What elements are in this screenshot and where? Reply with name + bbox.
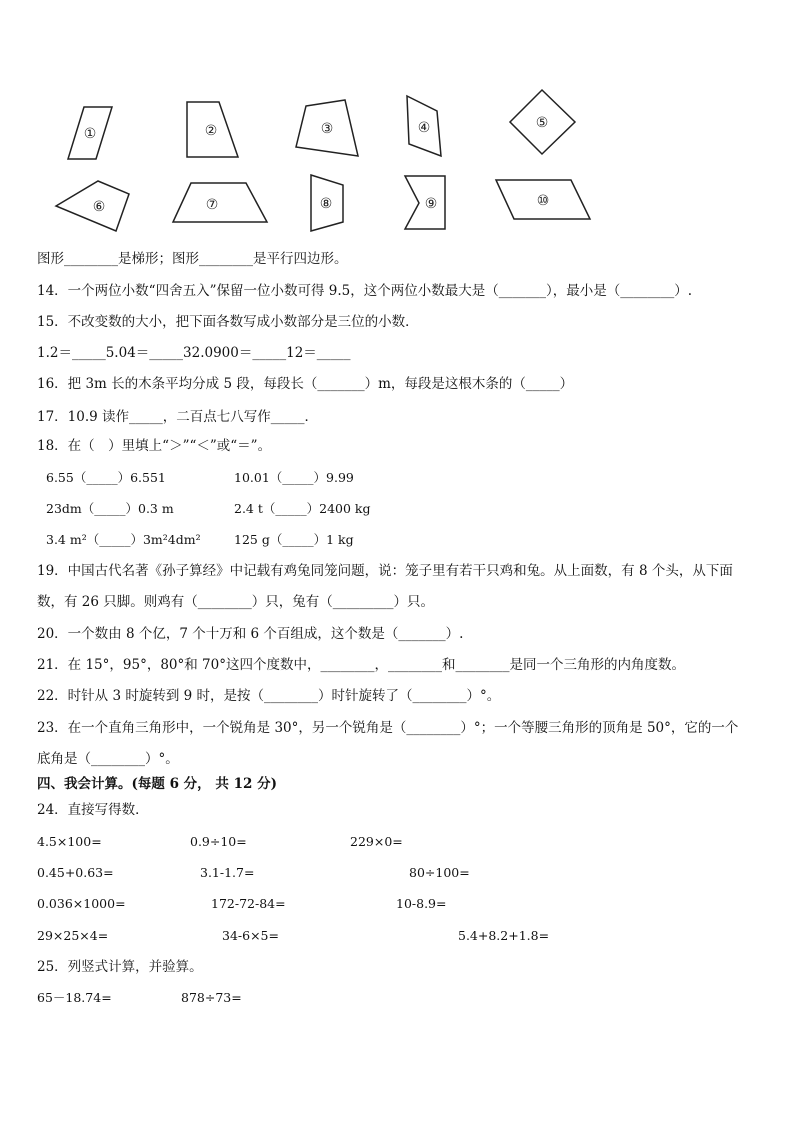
question-15: 15．不改变数的大小，把下面各数写成小数部分是三位的小数．	[37, 314, 419, 330]
section-4-title: 四、我会计算。(每题 6 分， 共 12 分)	[37, 776, 277, 792]
calc-item: 3.1-1.7=	[200, 865, 255, 880]
compare-item: 125 g（_____）1 kg	[234, 532, 354, 547]
shape-label: ⑨	[424, 196, 438, 212]
shape-label: ④	[417, 120, 431, 136]
shape-label: ③	[320, 121, 334, 137]
vertical-calc-item: 878÷73=	[181, 990, 242, 1005]
compare-item: 10.01（_____）9.99	[234, 470, 354, 485]
calc-item: 10-8.9=	[396, 896, 447, 911]
vertical-calc-item: 65－18.74=	[37, 990, 112, 1005]
shape-label: ②	[204, 123, 218, 139]
calc-item: 229×0=	[350, 834, 403, 849]
calc-item: 0.036×1000=	[37, 896, 126, 911]
question-19-cont: 数，有 26 只脚。则鸡有（________）只，兔有（_________）只。	[37, 594, 435, 610]
calc-item: 172-72-84=	[211, 896, 286, 911]
question-25: 25．列竖式计算，并验算。	[37, 959, 203, 975]
q13-answer-line: 图形________是梯形；图形________是平行四边形。	[37, 251, 348, 267]
question-19: 19．中国古代名著《孙子算经》中记载有鸡兔同笼问题，说：笼子里有若干只鸡和兔。从上面数，有 8 个头，从下面	[37, 563, 733, 579]
question-15-items: 1.2＝_____5.04＝_____32.0900＝_____12＝_____	[37, 345, 351, 361]
question-23: 23．在一个直角三角形中，一个锐角是 30°，另一个锐角是（________）°；一个等腰三角形的顶角是 50°，它的一个	[37, 720, 739, 736]
shapes-figure	[0, 0, 794, 240]
shape-label: ⑤	[535, 115, 549, 131]
calc-item: 29×25×4=	[37, 928, 109, 943]
compare-item: 2.4 t（_____）2400 kg	[234, 501, 371, 516]
calc-item: 4.5×100=	[37, 834, 102, 849]
shape-label: ⑥	[92, 199, 106, 215]
compare-item: 3.4 m²（_____）3m²4dm²	[46, 532, 201, 547]
calc-item: 0.45+0.63=	[37, 865, 114, 880]
calc-item: 80÷100=	[409, 865, 470, 880]
question-18: 18．在（ ）里填上“＞”“＜”或“＝”。	[37, 438, 272, 454]
shape-label: ⑦	[205, 197, 219, 213]
shape-7	[173, 183, 267, 222]
question-22: 22．时针从 3 时旋转到 9 时，是按（________）时针旋转了（________）°。	[37, 688, 501, 704]
shape-label: ⑧	[319, 196, 333, 212]
question-21: 21．在 15°，95°，80°和 70°这四个度数中，________，________和________是同一个三角形的内角度数。	[37, 657, 685, 673]
question-14: 14．一个两位小数“四舍五入”保留一位小数可得 9.5，这个两位小数最大是（_______），最小是（________）.	[37, 283, 693, 299]
question-23-cont: 底角是（________）°。	[37, 751, 179, 767]
question-24: 24．直接写得数．	[37, 802, 149, 818]
question-17: 17．10.9 读作_____，二百点七八写作_____．	[37, 409, 319, 425]
compare-item: 6.55（_____）6.551	[46, 470, 166, 485]
calc-item: 0.9÷10=	[190, 834, 247, 849]
shape-label: ⑩	[536, 193, 550, 209]
question-16: 16．把 3m 长的木条平均分成 5 段，每段长（_______）m，每段是这根木条的（_____）	[37, 376, 574, 392]
compare-item: 23dm（_____）0.3 m	[46, 501, 174, 516]
question-20: 20．一个数由 8 个亿，7 个十万和 6 个百组成，这个数是（_______）.	[37, 626, 464, 642]
calc-item: 5.4+8.2+1.8=	[458, 928, 550, 943]
calc-item: 34-6×5=	[222, 928, 279, 943]
shape-label: ①	[83, 126, 97, 142]
